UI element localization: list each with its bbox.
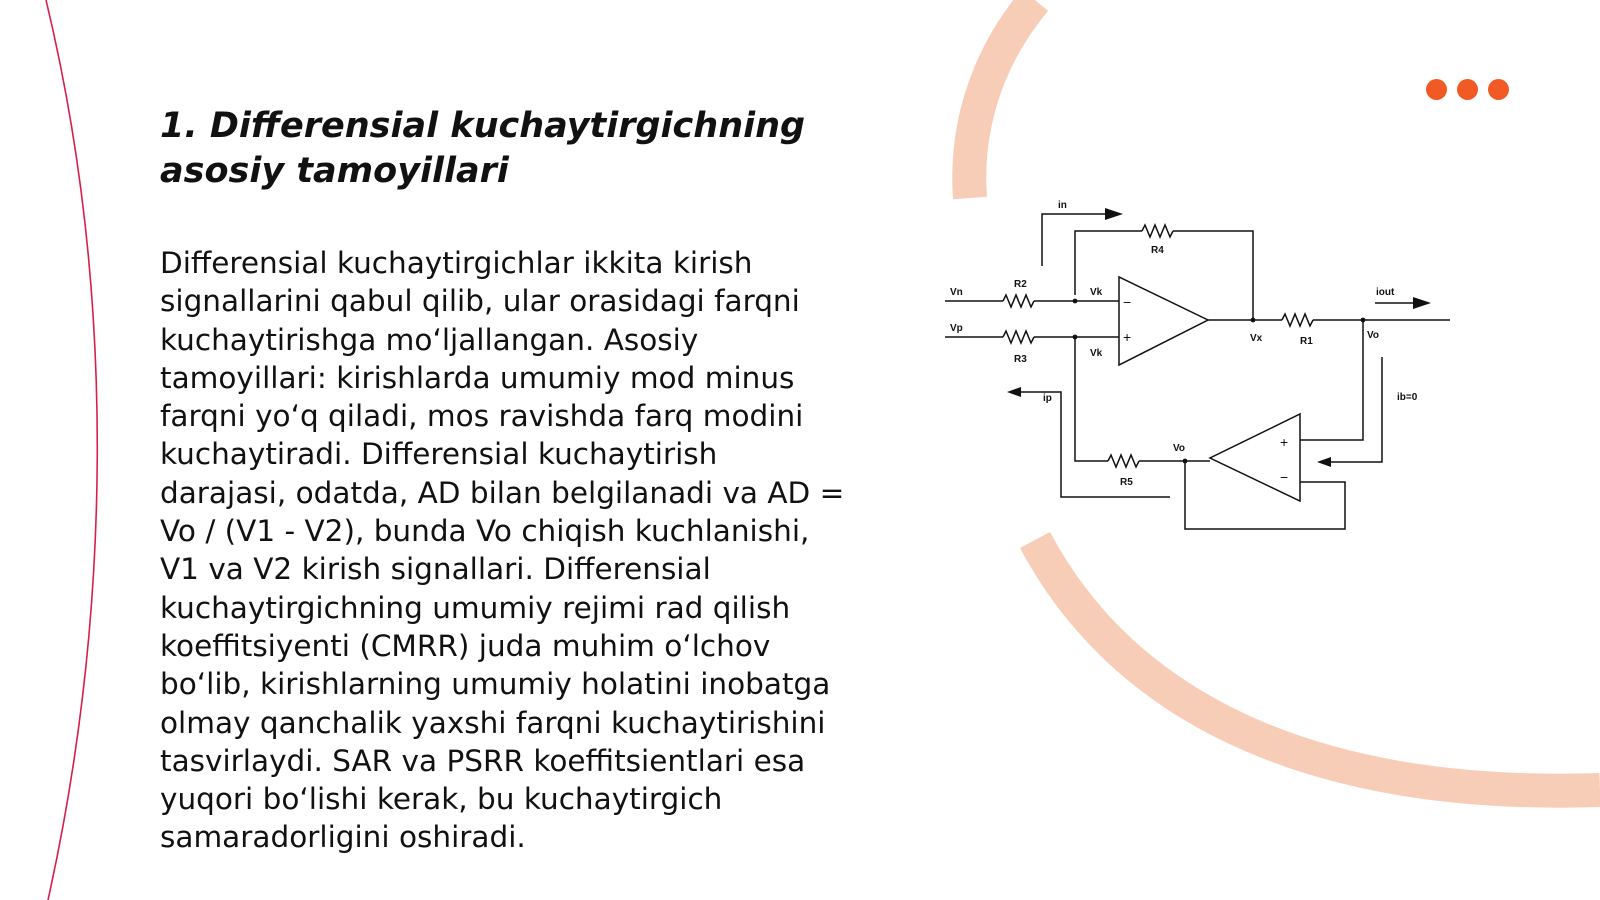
label-vo-right: Vo (1367, 330, 1380, 341)
opamp-main (1119, 277, 1208, 365)
label-vk-bottom: Vk (1090, 348, 1103, 359)
resistor-r1 (1282, 314, 1313, 326)
arrow-head-in (1105, 208, 1123, 220)
more-options-icon (1426, 79, 1512, 101)
accent-dot (1457, 79, 1478, 100)
slide-body-text: Differensial kuchaytirgichlar ikkita kirish signallarini qabul qilib, ular orasidagi farqni kuchaytirishga mo‘ljallangan. Asosiy tamoyillari: kirishlarda umumiy mod minus farqni yo‘q qiladi, mos ravishda farq modini kuchaytiradi. Differensial kuchaytirish darajasi, odatda, AD bilan belgilanadi va AD = Vo / (V1 - V2), bunda Vo chiqish kuchlanishi, V1 va V2 kirish signallari. Differensial kuchaytirgichning umumiy rejimi rad qilish koeffitsiyenti (CMRR) juda muhim o‘lchov bo‘lib, kirishlarning umumiy holatini inobatga olmay qanchalik yaxshi farqni kuchaytirishini tasvirlaydi. SAR va PSRR koeffitsientlari esa yuqori bo‘lishi kerak, bu kuchaytirgich samaradorligini oshiradi. (160, 246, 845, 855)
arrow-head-ib (1317, 457, 1331, 467)
label-r4: R4 (1151, 245, 1164, 256)
label-iout: iout (1376, 287, 1395, 298)
circuit-diagram (945, 195, 1455, 540)
wire-top-feedback-right (1173, 231, 1253, 320)
resistor-r4 (1142, 225, 1173, 237)
label-r2: R2 (1014, 279, 1027, 290)
label-r1: R1 (1300, 336, 1313, 347)
bottom-arc-decoration (1035, 540, 1600, 791)
accent-dot (1488, 79, 1509, 100)
top-arc-decoration (969, 0, 1035, 198)
label-vo-bottom: Vo (1173, 443, 1186, 454)
label-minus-top: − (1123, 294, 1132, 310)
node-dot (1361, 318, 1366, 323)
accent-dot (1426, 79, 1447, 100)
opamp-buffer (1210, 414, 1300, 501)
arrow-head-iout (1413, 297, 1431, 309)
label-in: in (1058, 200, 1067, 211)
resistor-r2 (1003, 295, 1034, 307)
left-edge-curve (46, 0, 97, 900)
resistor-r5 (1108, 455, 1139, 467)
label-minus-bottom: − (1280, 469, 1289, 485)
label-vn: Vn (950, 287, 963, 298)
arrow-head-ip (1007, 387, 1021, 397)
node-dot (1251, 318, 1256, 323)
node-dot (1073, 299, 1078, 304)
wire-ip-arrow (1020, 392, 1170, 497)
label-plus-bottom: + (1280, 434, 1289, 450)
label-r5: R5 (1120, 477, 1133, 488)
node-dot (1183, 459, 1188, 464)
slide-title: 1. Differensial kuchaytirgichning asosiy tamoyillari (160, 106, 806, 191)
label-ip: ip (1043, 393, 1052, 404)
resistor-r3 (1003, 331, 1034, 343)
node-dot (1073, 335, 1078, 340)
wire-top-feedback (1075, 231, 1142, 295)
label-r3: R3 (1014, 354, 1027, 365)
wire-ib-arrow (1330, 357, 1382, 462)
label-vp: Vp (950, 323, 963, 334)
label-plus-top: + (1123, 329, 1132, 345)
wire-buffer-feedback (1185, 461, 1345, 529)
label-vx: Vx (1250, 333, 1263, 344)
label-ib: ib=0 (1397, 392, 1418, 403)
label-vk-top: Vk (1090, 287, 1103, 298)
